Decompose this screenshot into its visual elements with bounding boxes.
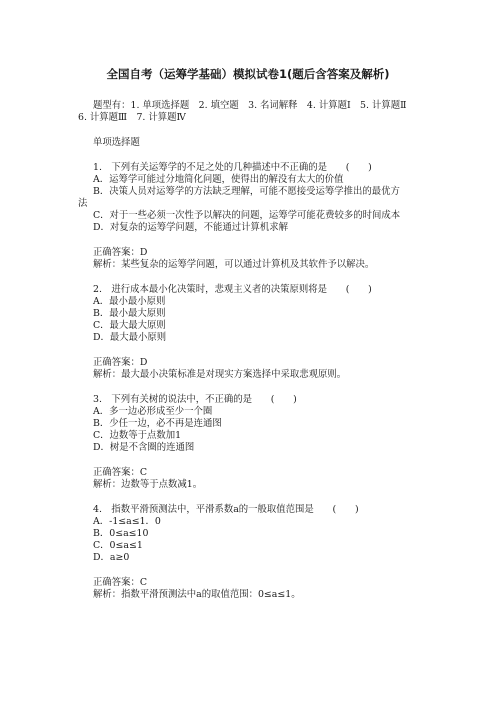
correct-answer: 正确答案：C (93, 467, 148, 478)
option-a: A．-1≤a≤1．0 (93, 516, 161, 527)
page-title: 全国自考（运筹学基础）模拟试卷1(题后含答案及解析) (106, 67, 390, 81)
option-a: A．多一边必形成至少一个圈 (93, 406, 213, 417)
question-stem: 4. 指数平滑预测法中，平滑系数a的一般取值范围是 ( ) (93, 504, 359, 515)
option-d: D．最大最小原则 (93, 332, 167, 343)
question-stem: 2. 进行成本最小化决策时，悲观主义者的决策原则将是 ( ) (93, 284, 372, 295)
question-types-line: 6. 计算题Ⅲ 7. 计算题Ⅳ (78, 112, 186, 123)
option-b: B．最小最大原则 (93, 308, 166, 319)
section-heading: 单项选择题 (93, 137, 140, 148)
question-types-line: 题型有：1. 单项选择题 2. 填空题 3. 名词解释 4. 计算题Ⅰ 5. 计算题Ⅱ (93, 100, 407, 111)
option-b-continuation: 法 (78, 198, 88, 209)
option-d: D．对复杂的运筹学问题，不能通过计算机求解 (93, 222, 289, 233)
option-c: C．边数等于点数加1 (93, 430, 182, 441)
option-c: C．0≤a≤1 (93, 540, 143, 551)
option-b: B．0≤a≤10 (93, 528, 149, 539)
option-a: A．最小最小原则 (93, 296, 166, 307)
answer-analysis: 解析：边数等于点数减1。 (93, 479, 203, 490)
answer-analysis: 解析：指数平滑预测法中a的取值范围：0≤a≤1。 (93, 589, 301, 600)
correct-answer: 正确答案：C (93, 577, 148, 588)
option-d: D．a≥0 (93, 552, 130, 563)
option-b: B．决策人员对运筹学的方法缺乏理解，可能不愿接受运筹学推出的最优方 (93, 186, 400, 197)
question-stem: 1. 下列有关运筹学的不足之处的几种描述中不正确的是 ( ) (93, 162, 372, 173)
correct-answer: 正确答案：D (93, 247, 148, 258)
answer-analysis: 解析：某些复杂的运筹学问题，可以通过计算机及其软件予以解决。 (93, 259, 375, 270)
answer-analysis: 解析：最大最小决策标准是对现实方案选择中采取悲观原则。 (93, 369, 347, 380)
option-b: B．少任一边，必不再是连通图 (93, 418, 222, 429)
option-d: D．树是不含圈的连通图 (93, 442, 195, 453)
option-c: C．最大最大原则 (93, 320, 166, 331)
correct-answer: 正确答案：D (93, 357, 148, 368)
question-stem: 3. 下列有关树的说法中，不正确的是 ( ) (93, 394, 297, 405)
option-a: A．运筹学可能过分地简化问题，使得出的解没有太大的价值 (93, 174, 344, 185)
option-c: C．对于一些必须一次性予以解决的问题，运筹学可能花费较多的时间成本 (93, 210, 401, 221)
